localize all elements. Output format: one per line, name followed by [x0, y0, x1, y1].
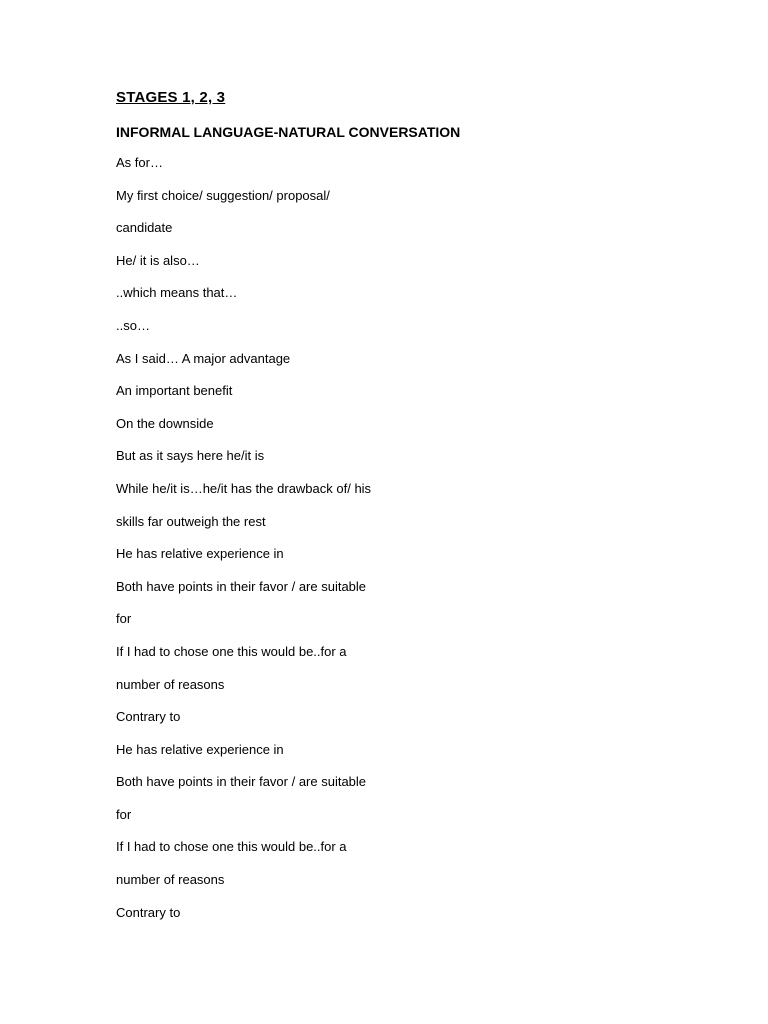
phrase-line: He has relative experience in	[116, 741, 284, 757]
phrase-line: Contrary to	[116, 904, 181, 920]
phrase-line: candidate	[116, 220, 173, 236]
phrase-line: He has relative experience in	[116, 546, 284, 562]
phrase-line: skills far outweigh the rest	[116, 513, 266, 529]
phrase-line: If I had to chose one this would be..for a	[116, 643, 347, 659]
phrase-line: Both have points in their favor / are suitable	[116, 774, 367, 790]
phrase-line: for	[116, 611, 132, 627]
phrase-list	[116, 154, 676, 922]
phrase-line: Contrary to	[116, 709, 181, 725]
phrase-line: ..which means that…	[116, 285, 238, 301]
phrase-line: for	[116, 806, 132, 822]
phrase-line: As I said… A major advantage	[116, 350, 291, 366]
document-title: STAGES 1, 2, 3	[116, 89, 226, 106]
phrase-line: But as it says here he/it is	[116, 448, 265, 464]
phrase-line: An important benefit	[116, 383, 233, 399]
phrase-line: Both have points in their favor / are suitable	[116, 578, 367, 594]
phrase-line: number of reasons	[116, 676, 225, 692]
phrase-line: As for…	[116, 155, 163, 170]
phrase-line: If I had to chose one this would be..for a	[116, 839, 347, 855]
phrase-line: ..so…	[116, 317, 150, 333]
phrase-line: My first choice/ suggestion/ proposal/	[116, 187, 330, 203]
phrase-line: On the downside	[116, 415, 214, 431]
phrase-line: While he/it is…he/it has the drawback of/ his	[116, 480, 372, 496]
phrase-line: He/ it is also…	[116, 252, 200, 268]
document-subtitle: INFORMAL LANGUAGE-NATURAL CONVERSATION	[116, 124, 461, 140]
phrase-line: number of reasons	[116, 872, 225, 888]
document-content	[116, 88, 676, 936]
